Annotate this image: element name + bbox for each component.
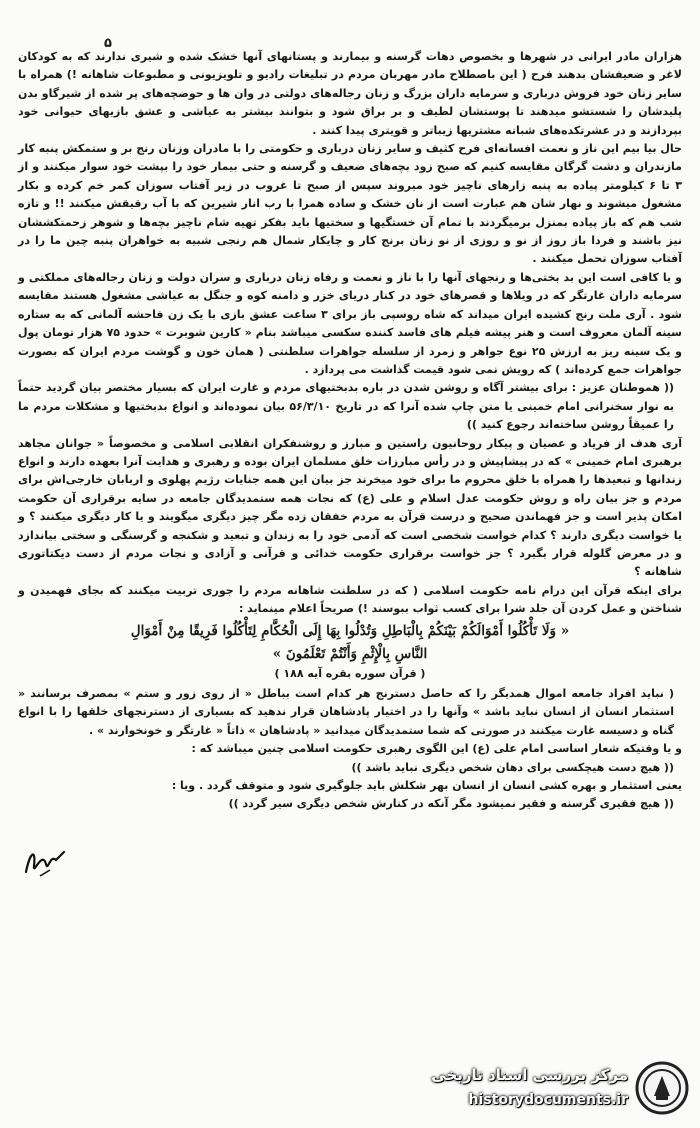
archive-logo-icon: [634, 1060, 690, 1116]
quote-no-poor: (( هیچ فقیری گرسنه و فقیر نمیشود مگر آنکه در کنارش شخص دیگری سیر گردد )): [228, 797, 674, 811]
paragraph-quran-intro: برای اینکه قرآن این درام نامه حکومت اسلامی ( که در سلطنت شاهانه مردم را جوری تربیت میکنند که بجای فهمیدن و شناختن و عمل کردن آن جلد شرا برای کسب ثواب ببوسند !) صریحاً اعلام مینماید :: [18, 583, 682, 616]
quran-verse-reference: ( قرآن سوره بقره آیه ۱۸۸ ): [274, 666, 426, 680]
archive-watermark: [404, 1056, 694, 1120]
paragraph-comparison: و یا کافی است این بد بختی‌ها و رنجهای آنها را با ناز و نعمت و رفاه زنان درباری و سران دولت و زنان رجاله‌های مملکتی و سرمایه داران غارتگر که در ویلاها و قصرهای خود در کنار دریای خزر و دامنه کوه و جنگل به عیاشی مشغول هستند مقایسه شود . آری ملت رنج کشیده ایران میداند که شاه روسپی باز برای ۳ ساعت عشق بازی با یک زن فاحشه آلمانی که به ستاره سینه آلمان معروف است و هنر پیشه فیلم های فاسد کننده سکسی میباشد بنام « کارین شوبرت » حدود ۷۵ هزار تومان پول و یک سینه ریز به ارزش ۲۵ نوع جواهر و زمرد از سلسله جواهرات سلطنتی ( همان خون و گوشت مردم ایران که بصورت جواهرات جمع کرده‌اند ) که رویش نمی شود قیمت گذاشت می پردازد .: [18, 270, 682, 376]
watermark-title: مرکز بررسی اسناد تاریخی: [431, 1066, 628, 1084]
page-number: ۵: [104, 36, 112, 51]
paragraph-cotton-workers: حال بیا بیم این ناز و نعمت افسانه‌ای فرح کثیف و سایر زنان درباری و حکومتی را با مادران وزنان رنج بر و ستمکش پنبه کار مازندران و دشت گرگان مقایسه کنیم که صبح زود بچه‌های ضعیف و گرسنه و حتی بیمار خود را بپشت خود سوار میکنند و از ۳ تا ۶ کیلومتر پیاده به پنبه زارهای ناچیز خود میروند سپس از صبح تا غروب در زیر آفتاب سوزان کمر خم کرده و بکار مشغول میشوند و نهار شان هم عبارت است از نان خشک و ساده همرا با رب انار شیرین که با آب رقیقش میکنند !! و تازه شب هم که باز پیاده بمنزل برمیگردند با تمام آن خستگیها و سختیها باید بفکر تهیه شام ناچیز بچه‌ها و شوهر زحمتکششان نیز باشند و فردا باز روز از نو و روزی از نو زنان برنج کار و چایکار شمال هم رنجی شبیه به خواهران پنبه چین ما را در آفتاب سوزان تحمل میکنند .: [18, 142, 683, 266]
quote-no-hand: (( هیچ دست هیچکسی برای دهان شخص دیگری نباید باشد )): [351, 760, 674, 774]
document-body: [18, 48, 682, 814]
paragraph-clergy-goal: آری هدف از فریاد و عصیان و پیکار روحانیون راستین و مبارز و روشنفکران انقلابی اسلامی و مخصوصاً « جوانان مجاهد برهبری امام خمینی » که در پیشاپیش و در رأس مبارزات خلق مسلمان ایران بوده و رهبری و هدایت آنرا بعهده دارند و انواع زندانها و تبعیدها را همراه با خلق محروم ما برای خود میخرند جز بیان این همه جنایات رژیم پهلوی و اربابان خارجی‌اش برای مردم و جز بیان راه و روش حکومت عدل اسلام و علی (ع) که نجات همه ستمدیدگان جامعه در سایه برقراری آن حکومت امکان پذیر است و جز فهماندن صحیح و درست قرآن به مردم خفقان زده مگر چیز دیگری میگویند و یا کار دیگری میکنند ؟ و یا خواست دیگری دارند ؟ کدام خواست شخصی است که آدمی خود را به زندان و تبعید و شکنجه و گرسنگی و سختی بیاندازد و در معرض گلوله قرار بگیرد ؟ جز خواست برقراری حکومت خدائی و قرآنی و آزادی و نجات مردم از دست دیکتاتوری شاهانه ؟: [18, 436, 682, 579]
paragraph-verse-explanation: ( نباید افراد جامعه اموال همدیگر را که حاصل دسترنج هر کدام است بباطل « از روی زور و ستم » بمصرف برسانند « استثمار انسان از انسان نباید باشد » وآنها را در اختیار پادشاهان قرار ندهید که بسیاری از دسترنجهای خلقها را با انواع گناه و دسیسه غارت میکنند در صورتی که شما ستمدیدگان میدانید « پادشاهان » ذاتاً « غارتگر و خونخوارند » .: [18, 687, 674, 737]
paragraph-imam-ali-slogan: و یا وقتیکه شعار اساسی امام علی (ع) این الگوی رهبری حکومت اسلامی چنین میباشد که :: [191, 742, 682, 756]
paragraph-compatriots-note: (( هموطنان عزیز : برای بیشتر آگاه و روشن شدن در باره بدبختیهای مردم و غارت ایران که بسیار مختصر بیان گردید حتماً به نوار سخنرانی امام خمینی یا متن چاپ شده آنرا که در تاریخ ۵۶/۳/۱۰ بیان نموده‌اند و انواع بدبختیها و مشکلات مردم ما را عمیقاً روشن ساخته‌اند رجوع کنید )): [18, 381, 674, 432]
quran-verse-line-1: « وَلَا تَأْكُلُوا أَمْوَالَكُمْ بَيْنَكُمْ بِالْبَاطِلِ وَتُدْلُوا بِهَا إِلَى الْحُكَّامِ لِتَأْكُلُوا فَرِيقًا مِنْ أَمْوَالِ: [130, 622, 570, 639]
watermark-url: historydocuments.ir: [468, 1092, 628, 1108]
quran-verse-line-2: النَّاسِ بِالْإِثْمِ وَأَنْتُمْ تَعْلَمُونَ »: [272, 645, 428, 662]
handwritten-mark: [20, 842, 70, 882]
paragraph-mothers: هزاران مادر ایرانی در شهرها و بخصوص دهات گرسنه و بیمارند و پستانهای آنها خشک شده و شیری ندارند که به کودکان لاغر و ضعیفشان بدهند فرح ( این باصطلاح مادر مهربان مردم در تبلیغات رادیو و تلویزیونی و مطبوعات شاهانه !) همراه با سایر زنان خود فروش درباری و سرمایه داران بزرگ و زنان رجاله‌های دولتی در وان ها و حوضچه‌های پر شده از شیرگاو بدن پلیدشان را شستشو میدهند تا پوستشان لطیف و بر براق شود و بتوانند بیشتر به عیاشی و عشق بازیهای حیوانی خود بپردازند و در عشرتکده‌های شبانه مشتریها زیباتر و قویتری پیدا کنند .: [18, 50, 682, 137]
paragraph-exploitation: یعنی استثمار و بهره کشی انسان از انسان بهر شکلش باید جلوگیری شود و متوقف گردد . ویا :: [171, 779, 682, 793]
